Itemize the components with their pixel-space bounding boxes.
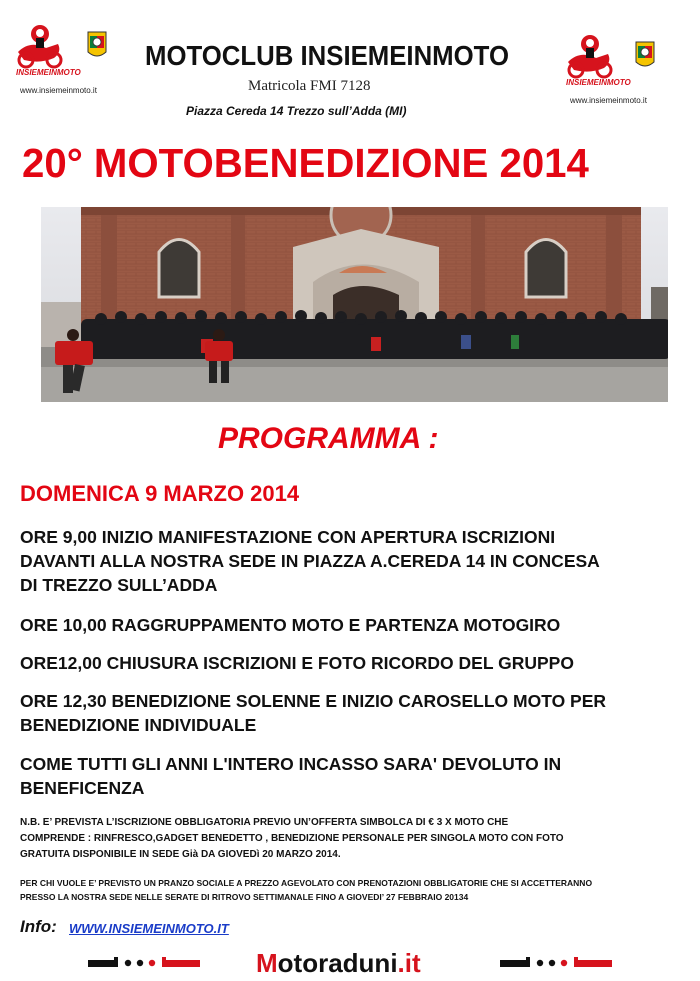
note-line: COMPRENDE : RINFRESCO,GADGET BENEDETTO , BENEDIZIONE PERSONALE PER SINGOLA MOTO CON FOTO [20, 833, 564, 844]
footer-brand-name: otoraduni [277, 948, 398, 978]
info-label: Info: [20, 917, 57, 936]
church-group-photo [41, 207, 668, 402]
program-item [20, 651, 690, 675]
program-item [20, 525, 690, 597]
logo-left [10, 18, 108, 96]
registration-note [20, 815, 690, 863]
program-item [20, 613, 690, 637]
church-group-photo-icon [41, 207, 668, 402]
program-item-line: ORE 10,00 RAGGRUPPAMENTO MOTO E PARTENZA MOTOGIRO [20, 615, 561, 635]
logo-url-text: www.insiemeinmoto.it [570, 96, 647, 105]
fmi-badge-icon [636, 42, 654, 66]
program-item-line: ORE12,00 CHIUSURA ISCRIZIONI E FOTO RICORDO DEL GRUPPO [20, 653, 574, 673]
logo-right [560, 28, 658, 106]
event-date-heading: DOMENICA 9 MARZO 2014 [20, 481, 300, 506]
program-item [20, 689, 690, 737]
footer-brand [256, 948, 421, 979]
footer-decoration-right-icon [500, 955, 612, 971]
event-title: 20° MOTOBENEDIZIONE 2014 [22, 140, 589, 186]
website-link[interactable]: WWW.INSIEMEINMOTO.IT [69, 921, 229, 936]
footer-decoration-left-icon [88, 955, 200, 971]
program-item-line: BENEDIZIONE INDIVIDUALE [20, 715, 257, 735]
program-item-line: DI TREZZO SULL’ADDA [20, 575, 218, 595]
note-line: N.B. E’ PREVISTA L’ISCRIZIONE OBBLIGATORIA PREVIO UN’OFFERTA SIMBOLCA DI € 3 X MOTO CHE [20, 817, 509, 828]
program-item-line: ORE 9,00 INIZIO MANIFESTAZIONE CON APERTURA ISCRIZIONI [20, 527, 556, 547]
club-registration: Matricola FMI 7128 [248, 78, 371, 94]
program-item-line: DAVANTI ALLA NOSTRA SEDE IN PIAZZA A.CEREDA 14 IN CONCESA [20, 551, 600, 571]
footer-brand-initial: M [256, 948, 278, 978]
logo-url-text: www.insiemeinmoto.it [20, 86, 97, 95]
note-line: PRESSO LA NOSTRA SEDE NELLE SERATE DI RITROVO SETTIMANALE FINO A GIOVEDI’ 27 FEBBRAIO 20134 [20, 892, 469, 902]
fmi-badge-icon [88, 32, 106, 56]
footer-brand-tld: .it [397, 948, 421, 978]
motorcycle-logo-icon [10, 18, 108, 88]
club-address: Piazza Cereda 14 Trezzo sull’Adda (MI) [186, 104, 407, 118]
note-line: PER CHI VUOLE E’ PREVISTO UN PRANZO SOCIALE A PREZZO AGEVOLATO CON PRENOTAZIONI OBBLIGATORIE CHE SI ACCETTERANNO [20, 878, 593, 888]
note-line: GRATUITA DISPONIBILE IN SEDE Già DA GIOVEDì 20 MARZO 2014. [20, 849, 341, 860]
svg-text:INSIEMEINMOTO: INSIEMEINMOTO [566, 78, 631, 87]
club-name: MOTOCLUB INSIEMEINMOTO [145, 40, 509, 71]
program-item [20, 752, 690, 800]
program-item-line: ORE 12,30 BENEDIZIONE SOLENNE E INIZIO CAROSELLO MOTO PER [20, 691, 607, 711]
program-item-line: COME TUTTI GLI ANNI L'INTERO INCASSO SARA' DEVOLUTO IN [20, 754, 562, 774]
lunch-note [20, 876, 690, 904]
programma-heading: PROGRAMMA : [218, 422, 439, 455]
svg-text:INSIEMEINMOTO: INSIEMEINMOTO [16, 68, 81, 77]
program-item-line: BENEFICENZA [20, 778, 145, 798]
motorcycle-logo-icon [560, 28, 658, 98]
